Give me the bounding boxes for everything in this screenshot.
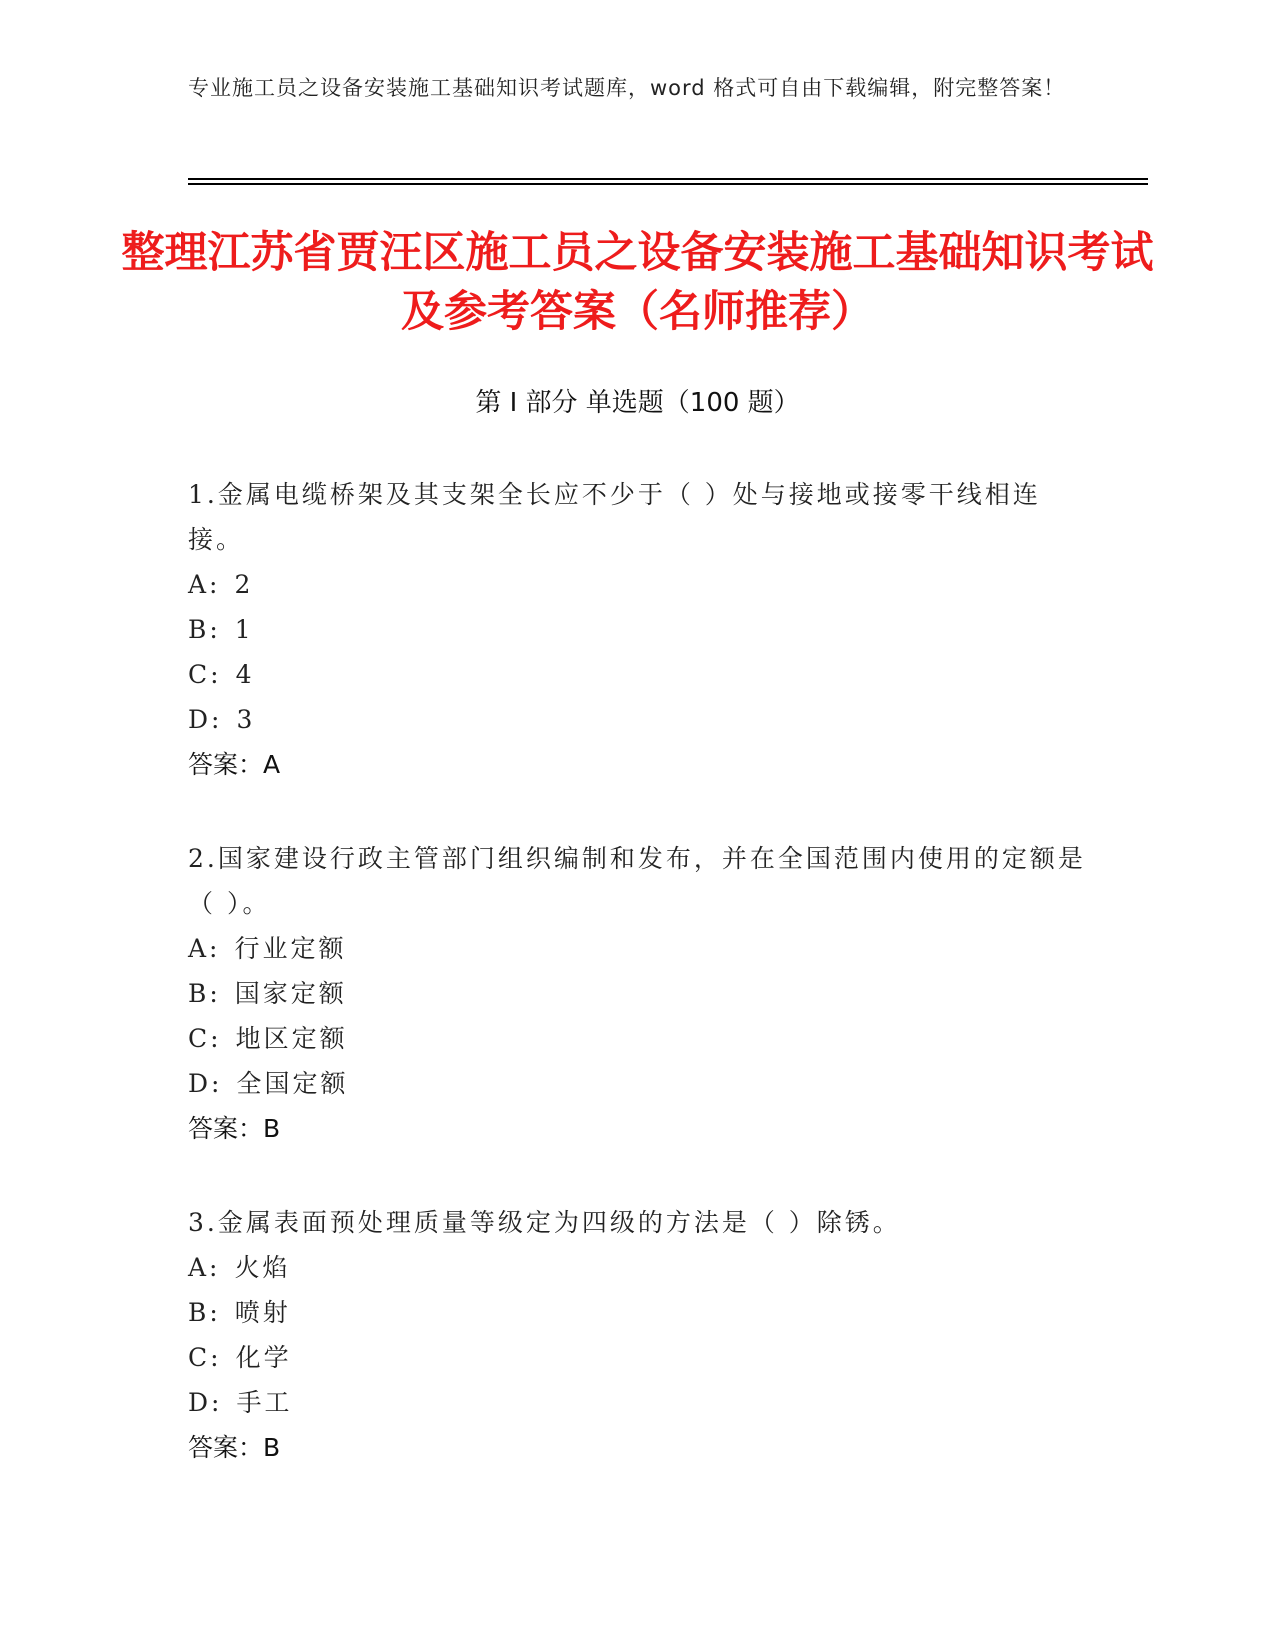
question-stem: 3.金属表面预处理质量等级定为四级的方法是（ ）除锈。	[188, 1208, 901, 1237]
header-divider-top	[188, 178, 1148, 180]
option-d	[188, 697, 1088, 742]
header-note: 专业施工员之设备安装施工基础知识考试题库，word 格式可自由下载编辑，附完整答案！	[188, 76, 1066, 100]
option-text: 化学	[235, 1343, 292, 1372]
option-text: 手工	[236, 1388, 293, 1417]
option-a	[188, 1245, 1088, 1290]
option-c	[188, 652, 1088, 697]
option-text: 3	[236, 705, 256, 734]
option-text: 国家定额	[234, 979, 347, 1008]
option-text: 喷射	[234, 1298, 291, 1327]
section-title: 第 I 部分 单选题（100 题）	[475, 388, 800, 418]
option-b	[188, 1290, 1088, 1335]
answer-value: B	[263, 1433, 281, 1462]
option-b	[188, 607, 1088, 652]
option-text: 2	[234, 570, 254, 599]
option-letter: B:	[188, 615, 221, 644]
option-d	[188, 1061, 1088, 1106]
answer-label: 答案：	[188, 750, 264, 779]
option-text: 地区定额	[235, 1024, 348, 1053]
option-c	[188, 1335, 1088, 1380]
option-text: 4	[235, 660, 255, 689]
option-letter: D:	[188, 1069, 223, 1098]
option-letter: B:	[188, 979, 221, 1008]
option-letter: B:	[188, 1298, 221, 1327]
option-letter: C:	[188, 1024, 222, 1053]
question-stem: 1.金属电缆桥架及其支架全长应不少于（ ）处与接地或接零干线相连接。	[188, 480, 1041, 554]
answer-value: B	[263, 1114, 281, 1143]
option-text: 行业定额	[234, 934, 347, 963]
answer-line	[188, 1106, 1088, 1151]
option-d	[188, 1380, 1088, 1425]
answer-line	[188, 1425, 1088, 1470]
option-letter: A:	[188, 1253, 221, 1282]
option-b	[188, 971, 1088, 1016]
question-1	[188, 472, 1088, 787]
question-stem: 2.国家建设行政主管部门组织编制和发布，并在全国范围内使用的定额是（ ）。	[188, 844, 1086, 918]
document-title: 整理江苏省贾汪区施工员之设备安装施工基础知识考试及参考答案（名师推荐）	[121, 228, 1154, 337]
option-letter: D:	[188, 1388, 223, 1417]
answer-value: A	[263, 750, 281, 779]
option-letter: A:	[188, 934, 221, 963]
answer-label: 答案：	[188, 1114, 264, 1143]
option-c	[188, 1016, 1088, 1061]
question-2	[188, 836, 1088, 1151]
option-letter: C:	[188, 660, 222, 689]
option-text: 火焰	[234, 1253, 291, 1282]
option-a	[188, 562, 1088, 607]
option-letter: C:	[188, 1343, 222, 1372]
header-divider-bottom	[188, 183, 1148, 185]
answer-label: 答案：	[188, 1433, 264, 1462]
option-letter: A:	[188, 570, 221, 599]
answer-line	[188, 742, 1088, 787]
option-letter: D:	[188, 705, 223, 734]
question-3	[188, 1200, 1088, 1470]
option-text: 全国定额	[236, 1069, 349, 1098]
option-a	[188, 926, 1088, 971]
option-text: 1	[234, 615, 254, 644]
